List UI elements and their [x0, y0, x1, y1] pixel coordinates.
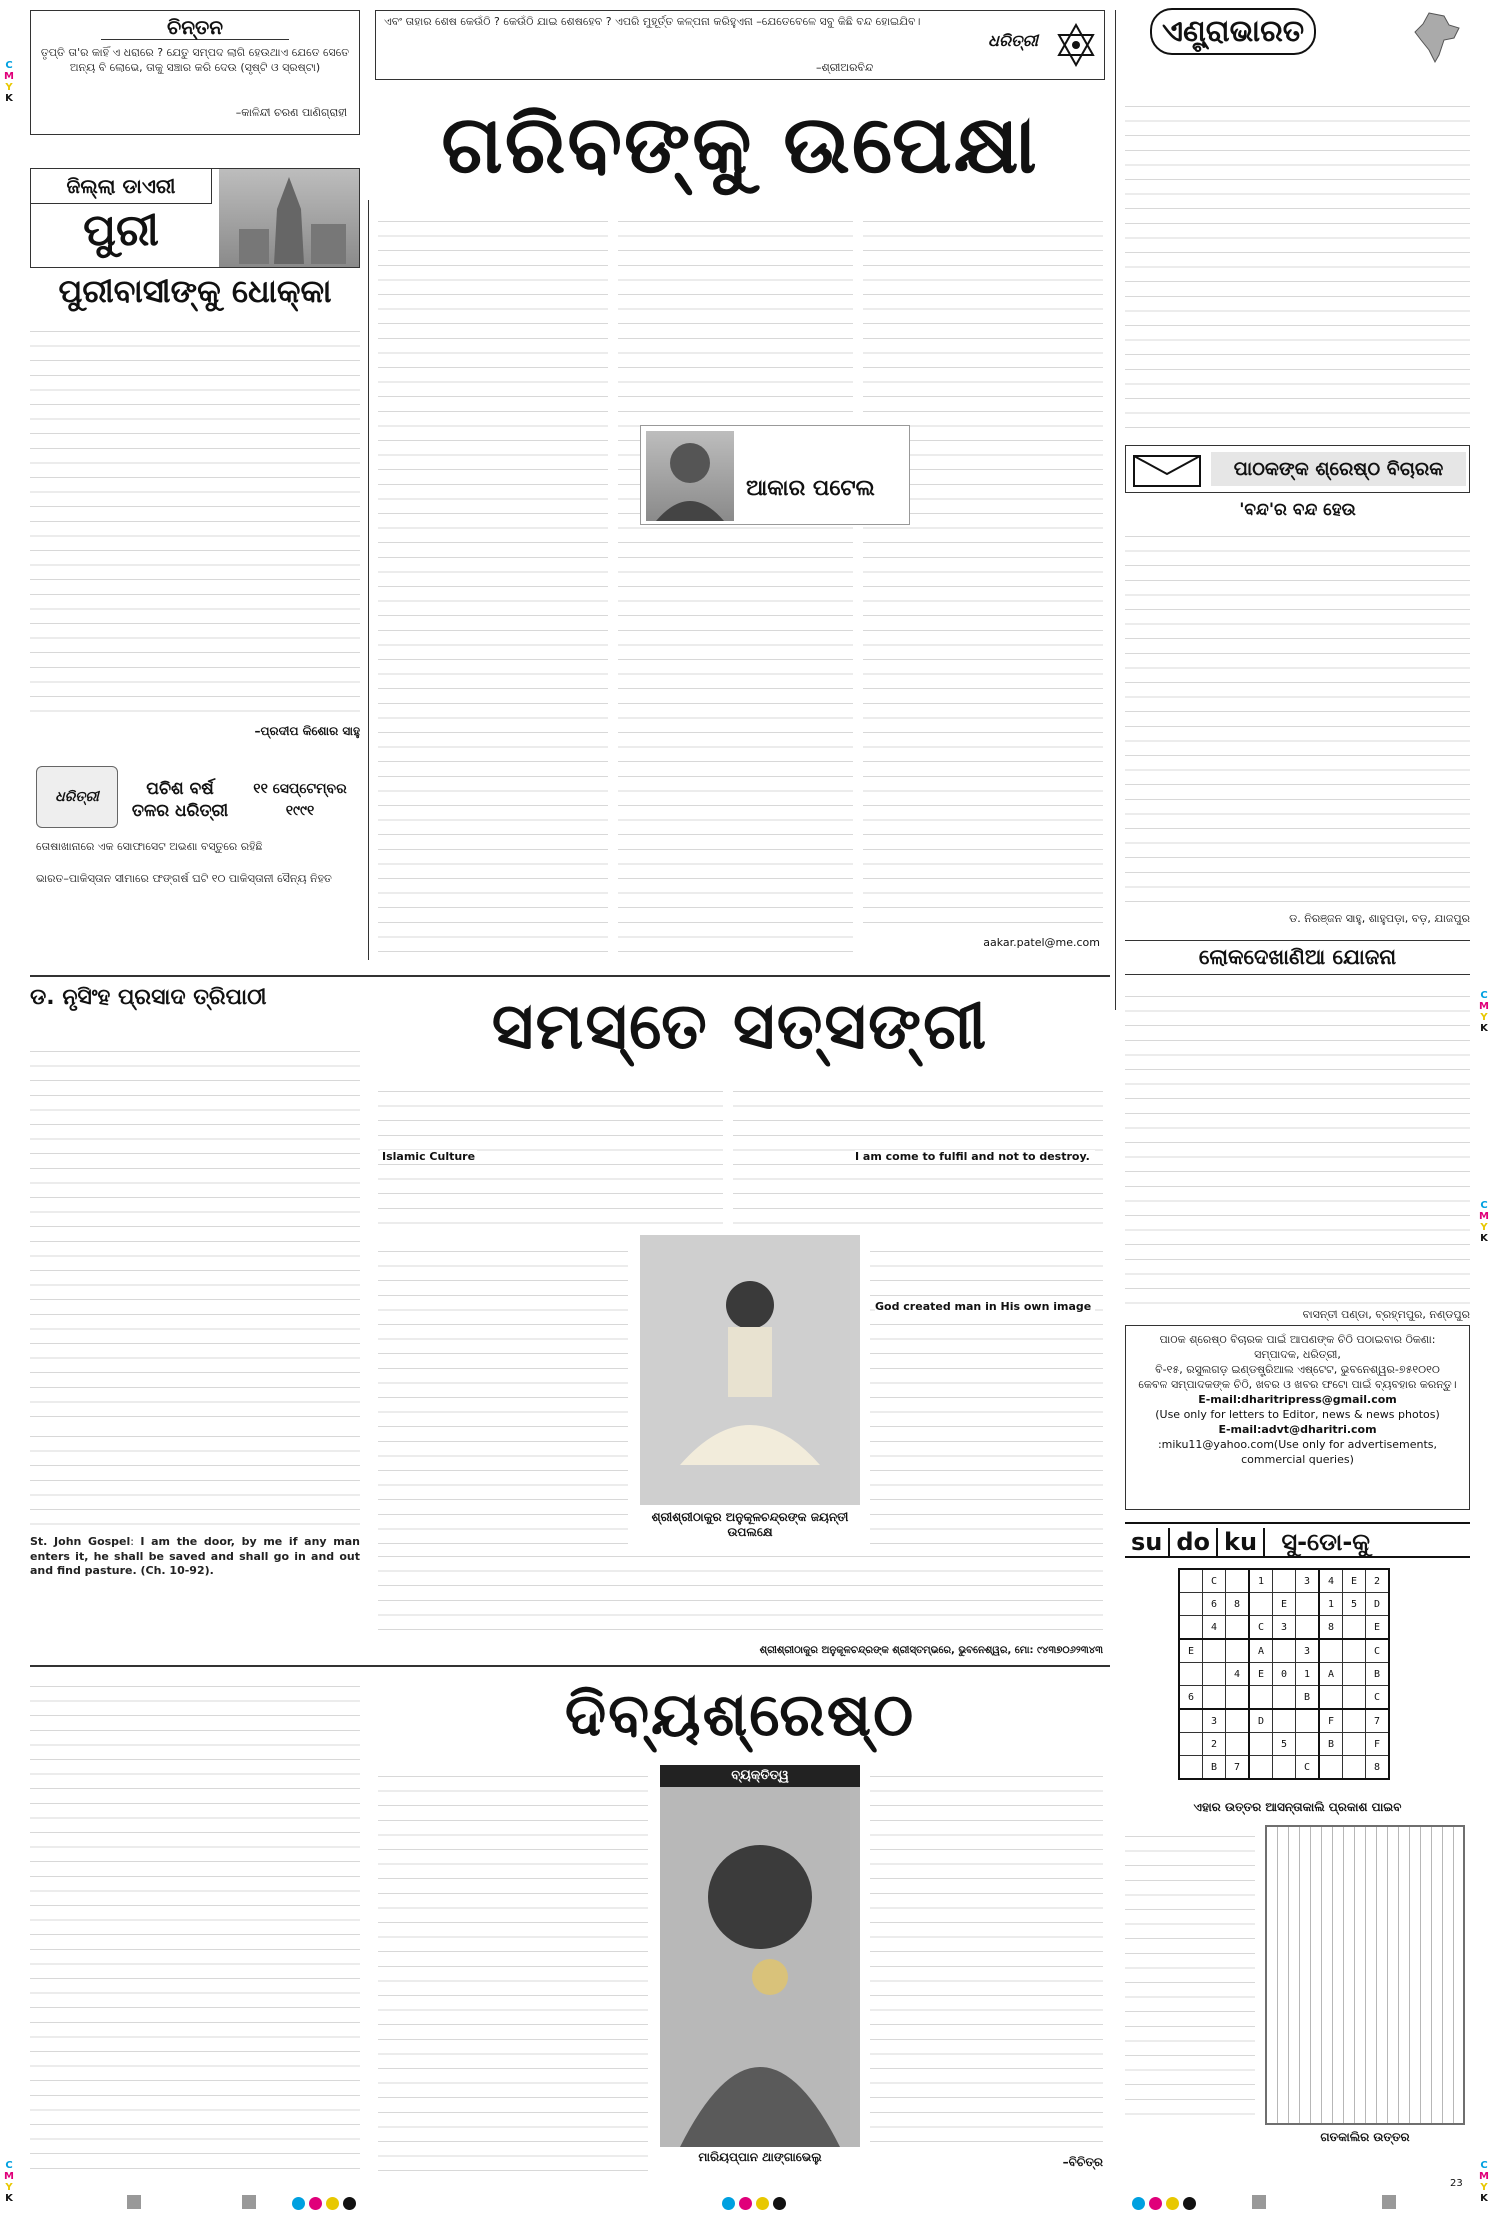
sudoku-cell: 6: [1179, 1686, 1203, 1710]
sudoku-title: [1125, 1522, 1470, 1558]
contact-email-1-note: (Use only for letters to Editor, news & news photos): [1155, 1408, 1440, 1421]
sudoku-cell[interactable]: [1343, 1663, 1366, 1686]
color-dots-center: [720, 2195, 788, 2214]
third-col-3: [870, 1765, 1103, 2150]
sudoku-cell[interactable]: [1203, 1639, 1226, 1663]
editorial-col-3: [863, 210, 1103, 930]
sudoku-cell: E: [1273, 1593, 1296, 1616]
sudoku-grid-wrap: [1178, 1568, 1390, 1780]
cyan-dot: [1132, 2197, 1145, 2210]
contact-box: [1125, 1325, 1470, 1510]
sudoku-cell: C: [1296, 1756, 1320, 1780]
second-letter-signoff: ବାସନ୍ତୀ ପଣ୍ଡା, ବ୍ରହ୍ମପୁର, ନଣ୍ଡପୁର: [1302, 1308, 1470, 1321]
top-quote-box: [375, 10, 1105, 80]
sudoku-cell: 7: [1226, 1756, 1250, 1780]
sudoku-cell[interactable]: [1203, 1686, 1226, 1710]
sudoku-row: [1179, 1593, 1389, 1616]
editorial-col-1: [378, 210, 608, 960]
sudoku-cell[interactable]: [1179, 1616, 1203, 1640]
contact-line-4: କେବଳ ସମ୍ପାଦକଙ୍କ ଚିଠି, ଖବର ଓ ଖବର ଫଟୋ ପାଇଁ ବ୍ୟବହାର କରନ୍ତୁ।: [1138, 1378, 1457, 1391]
top-quote-text: ଏବଂ ତାହାର ଶେଷ କେଉଁଠି ? କେଉଁଠି ଯାଇ ଶେଷହେବ ? ଏପରି ମୁହୂର୍ତ୍ତ କଳ୍ପନା କରିହୁଏନା –ଯେତେବେଳେ ସବୁ କିଛି ବନ୍ଦ ହୋଇଯିବ।: [384, 15, 921, 28]
sudoku-cell[interactable]: [1179, 1593, 1203, 1616]
anniversary-date: ୧୧ ସେପ୍ଟେମ୍ବର ୧୯୯୧: [253, 781, 347, 819]
brand-logo-text: ଏଣ୍ଟ୍ରାଭାରତ: [1150, 8, 1316, 55]
sudoku-yesterday-grid: [1265, 1825, 1465, 2125]
sudoku-cell: A: [1249, 1639, 1273, 1663]
sudoku-cell[interactable]: [1226, 1569, 1250, 1593]
second-col-1-quote: St. John Gospel: I am the door, by me if any man enters it, he shall be saved and shall go in and out and find pasture. (Ch. 10-92).: [30, 1535, 360, 1578]
paper-name-logo: ଧରିତ୍ରୀ: [988, 31, 1038, 50]
magenta-dot: [1149, 2197, 1162, 2210]
temple-photo: [219, 169, 359, 267]
temple-icon: [219, 169, 359, 267]
sudoku-cell: C: [1249, 1616, 1273, 1640]
sudoku-cell: 0: [1273, 1663, 1296, 1686]
contact-email-1[interactable]: E-mail:dharitripress@gmail.com: [1198, 1393, 1397, 1406]
sudoku-cell[interactable]: [1273, 1639, 1296, 1663]
islamic-culture-ref: Islamic Culture: [382, 1150, 476, 1163]
sudoku-yesterday-label: ଗତକାଲିର ଉତ୍ତର: [1320, 2130, 1410, 2144]
editorial-email: aakar.patel@me.com: [983, 936, 1100, 949]
sudoku-row: [1179, 1756, 1389, 1780]
sudoku-cell[interactable]: [1226, 1733, 1250, 1756]
third-col-2: [378, 1765, 648, 2175]
section-divider-2: [30, 1665, 1110, 1667]
sudoku-row: [1179, 1733, 1389, 1756]
magenta-dot: [309, 2197, 322, 2210]
sudoku-cell[interactable]: [1319, 1686, 1343, 1710]
st-john-gospel-label: St. John Gospel: [30, 1535, 131, 1548]
page-number: 23: [1450, 2178, 1463, 2189]
chintan-title: ଚିନ୍ତନ: [101, 11, 289, 40]
second-col-1: [30, 1040, 360, 1420]
cmyk-mark-left-top: C M Y K: [4, 60, 14, 104]
district-body: [30, 320, 360, 720]
sudoku-cell[interactable]: [1249, 1593, 1273, 1616]
sudoku-cell[interactable]: [1343, 1756, 1366, 1780]
letter-signoff: ଡ. ନିରଞ୍ଜନ ସାହୁ, ଶାହୁପଡ଼ା, ବଡ଼, ଯାଜପୁର: [1289, 912, 1470, 925]
second-letter-body: [1125, 985, 1470, 1305]
yellow-dot: [326, 2197, 339, 2210]
letter-headline: 'ବନ୍ଦ'ର ବନ୍ଦ ହେଉ: [1239, 500, 1356, 520]
sudoku-cell[interactable]: [1273, 1686, 1296, 1710]
editorial-author-box: [640, 425, 910, 525]
sudoku-cell: B: [1296, 1686, 1320, 1710]
sudoku-cell[interactable]: [1249, 1733, 1273, 1756]
cyan-dot: [722, 2197, 735, 2210]
fulfil-quote: I am come to fulfil and not to destroy.: [855, 1150, 1095, 1163]
section-divider-1: [30, 975, 1110, 977]
sudoku-cell: 3: [1296, 1569, 1320, 1593]
sudoku-cell: B: [1203, 1756, 1226, 1780]
anniversary-item-1: ତୋଷାଖାନାରେ ଏକ ସୋଫାସେଟ ଅଭଣା ବସ୍ତୁରେ ରହିଛି: [36, 840, 263, 853]
sudoku-cell: B: [1319, 1733, 1343, 1756]
mariyappan-caption: ମାରିୟପ୍ପାନ ଥାଙ୍ଗାଭେଲୁ: [698, 2150, 822, 2164]
black-dot: [773, 2197, 786, 2210]
chintan-box: [30, 10, 360, 135]
color-dots-left: [290, 2195, 358, 2214]
yellow-dot: [756, 2197, 769, 2210]
district-diary-box: [30, 168, 360, 268]
star-emblem-icon: [1056, 23, 1096, 67]
second-col-2-lower: [378, 1240, 628, 1590]
seated-figure-icon: [640, 1235, 860, 1505]
cmyk-mark-right-top: C M Y K: [1479, 990, 1489, 1034]
sidebar-article-body: [1125, 95, 1470, 435]
second-col-3-lower: [870, 1240, 1103, 1590]
sudoku-cell[interactable]: [1249, 1756, 1273, 1780]
third-badge: ବ୍ୟକ୍ତିତ୍ୱ: [660, 1765, 860, 1787]
sudoku-cell: 3: [1273, 1616, 1296, 1640]
sudoku-cell: 8: [1319, 1616, 1343, 1640]
sudoku-cell: D: [1366, 1593, 1390, 1616]
third-col-1: [30, 1675, 360, 2175]
grey-swatch: [1252, 2195, 1266, 2209]
sudoku-cell[interactable]: [1296, 1593, 1320, 1616]
third-headline: ଦିବ୍ୟଶ୍ରେଷ୍ଠ: [564, 1680, 916, 1750]
sudoku-cell[interactable]: [1296, 1616, 1320, 1640]
thakur-photo-caption: ଶ୍ରୀଶ୍ରୀଠାକୁର ଅନୁକୂଳଚନ୍ଦ୍ରଙ୍କ ଜୟନ୍ତୀ ଉପଲକ୍ଷେ: [651, 1510, 849, 1539]
sudoku-cell: F: [1366, 1733, 1390, 1756]
black-dot: [343, 2197, 356, 2210]
sudoku-title-ku: ku: [1218, 1528, 1265, 1556]
anniversary-box: [30, 760, 360, 910]
second-letter-headline: ଲୋକଦେଖାଣିଆ ଯୋଜନା: [1125, 940, 1470, 975]
second-bottom-span: [378, 1545, 1103, 1640]
third-signoff: –ବିଚିତ୍ର: [1062, 2155, 1103, 2169]
sudoku-cell: 3: [1296, 1639, 1320, 1663]
sudoku-cell[interactable]: [1226, 1709, 1250, 1733]
grey-swatch: [1382, 2195, 1396, 2209]
sudoku-cell: 6: [1203, 1593, 1226, 1616]
sudoku-cell[interactable]: [1343, 1686, 1366, 1710]
chintan-text: ତୃପ୍ତି ତା'ର କାହିଁ ଏ ଧରାରେ ? ଯେତୁ ସମ୍ପଦ ଲାଗି ହେଉଥାଏ ଯେତେ ସେତେ ଅନ୍ୟ ବି ଲୋଭେ, ତାକୁ ସଞ୍ଚାର କରି ଦେଉ (ସୃଷ୍ଟି ଓ ସ୍ରଷ୍ଟା): [40, 46, 350, 74]
sudoku-cell: B: [1366, 1663, 1390, 1686]
sudoku-cell: 5: [1273, 1733, 1296, 1756]
cmyk-mark-right-mid: C M Y K: [1479, 1200, 1489, 1244]
sudoku-cell: E: [1343, 1569, 1366, 1593]
sudoku-cell: D: [1249, 1709, 1273, 1733]
sudoku-cell[interactable]: [1179, 1569, 1203, 1593]
top-quote-author: –ଶ୍ରୀଅରବିନ୍ଦ: [816, 61, 874, 74]
sudoku-cell[interactable]: [1273, 1569, 1296, 1593]
sudoku-cell: 2: [1203, 1733, 1226, 1756]
sudoku-cell: 1: [1319, 1593, 1343, 1616]
district-byline: –ପ୍ରଦୀପ କିଶୋର ସାହୁ: [254, 724, 360, 738]
dharitri-stamp-logo: ଧରିତ୍ରୀ: [36, 766, 118, 828]
reader-letters-banner: [1125, 445, 1470, 493]
sudoku-instructions: [1125, 1825, 1255, 2125]
sudoku-row: [1179, 1709, 1389, 1733]
reader-letters-title: ପାଠକଙ୍କ ଶ୍ରେଷ୍ଠ ବିଚାରକ: [1211, 452, 1466, 486]
contact-line-3: ବି-୧୫, ରସୁଲଗଡ଼ ଇଣ୍ଡଷ୍ଟ୍ରିଆଲ ଏଷ୍ଟେଟ, ଭୁବନେଶ୍ୱର-୭୫୧୦୧୦: [1155, 1363, 1440, 1376]
sudoku-grid[interactable]: [1178, 1568, 1390, 1780]
sudoku-cell: 4: [1319, 1569, 1343, 1593]
main-headline: ଗରିବଙ୍କୁ ଉପେକ୍ଷା: [441, 98, 1039, 191]
district-headline: ପୁରୀବାସୀଙ୍କୁ ଧୋକ୍କା: [58, 272, 332, 310]
column-rule: [368, 200, 369, 960]
sudoku-row: [1179, 1686, 1389, 1710]
sudoku-cell: E: [1249, 1663, 1273, 1686]
god-image-quote: God created man in His own image: [875, 1300, 1095, 1313]
sudoku-cell[interactable]: [1296, 1709, 1320, 1733]
editorial-author-name: ଆକାର ପଟେଲ: [746, 476, 875, 501]
yellow-dot: [1166, 2197, 1179, 2210]
sudoku-title-su: su: [1125, 1528, 1170, 1556]
author-portrait-icon: [646, 431, 734, 521]
sudoku-cell[interactable]: [1319, 1639, 1343, 1663]
sudoku-row: [1179, 1663, 1389, 1686]
sudoku-cell[interactable]: [1273, 1756, 1296, 1780]
mariyappan-photo: [660, 1787, 860, 2147]
contact-email-2[interactable]: E-mail:advt@dharitri.com: [1218, 1423, 1377, 1436]
sudoku-cell: 8: [1226, 1593, 1250, 1616]
grey-swatch: [242, 2195, 256, 2209]
athlete-portrait-icon: [660, 1787, 860, 2147]
st-john-gospel-quote: I am the door, by me if any man enters it, he shall be saved and shall go in and out and find pasture. (Ch. 10-92).: [30, 1535, 360, 1578]
sudoku-cell[interactable]: [1226, 1686, 1250, 1710]
magenta-dot: [739, 2197, 752, 2210]
sudoku-cell[interactable]: [1343, 1639, 1366, 1663]
sidebar-rule: [1115, 10, 1116, 1010]
sudoku-cell[interactable]: [1296, 1733, 1320, 1756]
sudoku-cell[interactable]: [1179, 1663, 1203, 1686]
anniversary-title: ପଚିଶ ବର୍ଷ ତଳର ଧରିତ୍ରୀ: [131, 779, 229, 821]
sudoku-cell: C: [1366, 1639, 1390, 1663]
sudoku-cell[interactable]: [1273, 1709, 1296, 1733]
second-headline: ସମସ୍ତେ ସତ୍‌ସଙ୍ଗୀ: [491, 990, 989, 1064]
sudoku-cell: 5: [1343, 1593, 1366, 1616]
sudoku-row: [1179, 1616, 1389, 1640]
contact-line-2: ସମ୍ପାଦକ, ଧରିତ୍ରୀ,: [1254, 1348, 1341, 1361]
cyan-dot: [292, 2197, 305, 2210]
second-byline: ଡ. ନୃସିଂହ ପ୍ରସାଦ ତ୍ରିପାଠୀ: [30, 985, 267, 1010]
sudoku-cell[interactable]: [1343, 1616, 1366, 1640]
cmyk-mark-left-bottom: C M Y K: [4, 2160, 14, 2204]
sudoku-cell: A: [1319, 1663, 1343, 1686]
district-label: ଜିଲ୍ଲା ଡାଏରୀ: [31, 169, 212, 204]
sudoku-cell: 4: [1226, 1663, 1250, 1686]
sudoku-cell[interactable]: [1343, 1709, 1366, 1733]
sudoku-cell: 1: [1249, 1569, 1273, 1593]
sudoku-cell: 8: [1366, 1756, 1390, 1780]
footer-registration: [0, 2195, 1500, 2213]
color-dots-right: [1130, 2195, 1198, 2214]
sudoku-cell: E: [1179, 1639, 1203, 1663]
contact-email-3[interactable]: :miku11@yahoo.com(Use only for advertisements, commercial queries): [1157, 1438, 1438, 1466]
sudoku-cell: 1: [1296, 1663, 1320, 1686]
district-name: ପୁରୀ: [83, 205, 159, 256]
sudoku-title-odia: ସୁ-ଡୋ-କୁ: [1281, 1528, 1371, 1556]
sudoku-cell[interactable]: [1319, 1756, 1343, 1780]
sudoku-cell: E: [1366, 1616, 1390, 1640]
sudoku-cell[interactable]: [1226, 1639, 1250, 1663]
second-col-1-lower: [30, 1425, 360, 1530]
author-photo: [646, 431, 734, 521]
editorial-col-2: [618, 210, 853, 960]
ai-bharat-logo: [1150, 8, 1470, 63]
sudoku-cell[interactable]: [1343, 1733, 1366, 1756]
black-dot: [1183, 2197, 1196, 2210]
sudoku-cell: 7: [1366, 1709, 1390, 1733]
cmyk-mark-right-bottom: C M Y K: [1479, 2160, 1489, 2204]
chintan-author: –କାଳିନ୍ଦୀ ଚରଣ ପାଣିଗ୍ରାହୀ: [235, 106, 347, 119]
sudoku-cell[interactable]: [1179, 1733, 1203, 1756]
second-footer-byline: ଶ୍ରୀଶ୍ରୀଠାକୁର ଅନୁକୂଳଚନ୍ଦ୍ରଙ୍କ ଶ୍ରୀସ୍ତମ୍ଭରେ, ଭୁବନେଶ୍ୱର, ମୋ: ୯୪୩୭୦୬୨୩୪୩: [759, 1645, 1103, 1656]
sudoku-cell[interactable]: [1203, 1663, 1226, 1686]
sudoku-cell: 4: [1203, 1616, 1226, 1640]
sudoku-cell[interactable]: [1249, 1686, 1273, 1710]
anniversary-item-2: ଭାରତ–ପାକିସ୍ତାନ ସୀମାରେ ଫଙ୍ଗର୍ଷ ଘଟି ୧୦ ପାକିସ୍ତାନୀ ସୈନ୍ୟ ନିହତ: [36, 872, 332, 885]
sudoku-answer-note: ଏହାର ଉତ୍ତର ଆସନ୍ତାକାଲି ପ୍ରକାଶ ପାଇବ: [1193, 1800, 1402, 1814]
sudoku-cell: C: [1366, 1686, 1390, 1710]
sudoku-cell[interactable]: [1226, 1616, 1250, 1640]
sudoku-cell: 2: [1366, 1569, 1390, 1593]
contact-line-1: ପାଠକ ଶ୍ରେଷ୍ଠ ବିଚାରକ ପାଇଁ ଆପଣଙ୍କ ଚିଠି ପଠାଇବାର ଠିକଣା:: [1159, 1333, 1436, 1346]
thakur-photo: [640, 1235, 860, 1505]
grey-swatch: [127, 2195, 141, 2209]
sudoku-cell: F: [1319, 1709, 1343, 1733]
sudoku-title-do: do: [1170, 1528, 1218, 1556]
india-map-icon: [1409, 10, 1464, 65]
sudoku-row: [1179, 1639, 1389, 1663]
sudoku-cell: 3: [1203, 1709, 1226, 1733]
sudoku-cell[interactable]: [1179, 1709, 1203, 1733]
sudoku-cell[interactable]: [1179, 1756, 1203, 1780]
letter-body: [1125, 525, 1470, 910]
sudoku-row: [1179, 1569, 1389, 1593]
envelope-icon: [1132, 452, 1202, 488]
sudoku-cell: C: [1203, 1569, 1226, 1593]
